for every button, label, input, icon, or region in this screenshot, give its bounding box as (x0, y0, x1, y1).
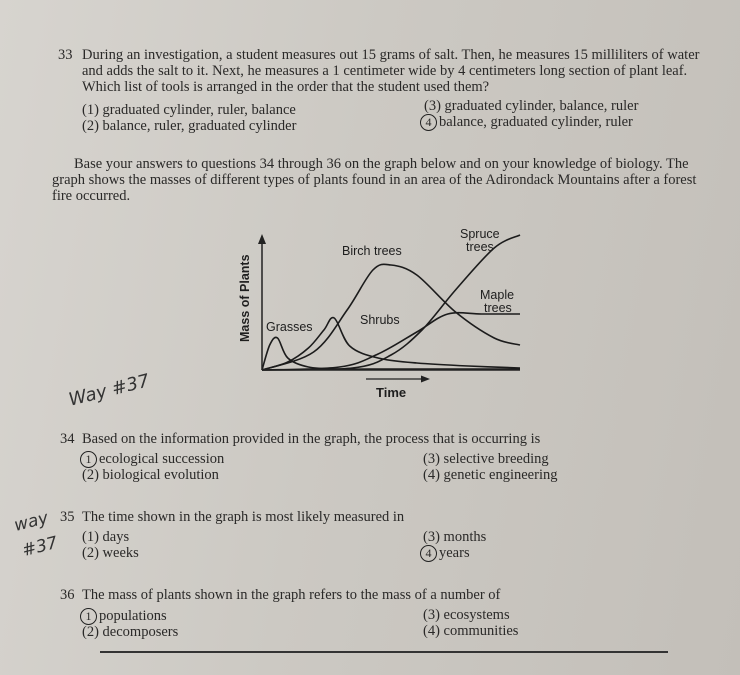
q33-option-3[interactable] (424, 98, 638, 115)
answer-circle-icon: 4 (420, 545, 437, 562)
series-label-shrubs: Shrubs (360, 313, 400, 327)
q33-option-4-text: balance, graduated cylinder, ruler (439, 114, 633, 130)
q33-option-3-text: graduated cylinder, balance, ruler (444, 98, 639, 114)
series-label-maple-line2: trees (484, 301, 512, 315)
q34-option-3[interactable] (423, 451, 549, 468)
q34-option-4-num: (4) (423, 467, 440, 483)
q33-option-4[interactable] (420, 114, 633, 131)
q33-number: 33 (58, 47, 73, 63)
q35-option-3[interactable] (423, 529, 486, 546)
time-arrow-icon (421, 376, 430, 383)
handwritten-note-way-37: Way #37 (66, 370, 152, 411)
q35-option-2-text: weeks (102, 545, 139, 561)
q36-option-4-num: (4) (423, 623, 440, 639)
q36-text: The mass of plants shown in the graph refers to the mass of a number of (82, 587, 501, 603)
q34-option-2[interactable] (82, 467, 219, 484)
q33-option-2-num: (2) (82, 118, 99, 134)
series-label-birch: Birch trees (342, 244, 402, 258)
x-axis-label: Time (376, 385, 407, 400)
q35-option-4[interactable] (420, 545, 470, 562)
handwritten-note-37: #37 (20, 532, 60, 562)
q34-option-1[interactable] (80, 451, 224, 468)
q36-number: 36 (60, 587, 75, 603)
q35-number: 35 (60, 509, 75, 525)
q36-option-2-num: (2) (82, 624, 99, 640)
q36-option-2[interactable] (82, 624, 178, 641)
q33-option-1-num: (1) (82, 102, 99, 118)
q33-option-1-text: graduated cylinder, ruler, balance (102, 102, 296, 118)
series-label-maple-line1: Maple (480, 288, 515, 302)
q36-option-3-num: (3) (423, 607, 440, 623)
q35-option-1-num: (1) (82, 529, 99, 545)
bottom-rule (100, 651, 668, 653)
q33-option-2[interactable] (82, 118, 296, 135)
answer-circle-icon: 1 (80, 608, 97, 625)
q35-option-2-num: (2) (82, 545, 99, 561)
q36-option-2-text: decomposers (102, 624, 179, 640)
intro-line2: graph shows the masses of different types of plants found in an area of the Adirondack Mountains after a forest (52, 172, 697, 188)
q36-option-3[interactable] (423, 607, 510, 624)
q33-option-2-text: balance, ruler, graduated cylinder (102, 118, 297, 134)
q34-option-4[interactable] (423, 467, 557, 484)
q34-option-2-text: biological evolution (102, 467, 219, 483)
q33-option-3-num: (3) (424, 98, 441, 114)
intro-line3: fire occurred. (52, 188, 131, 204)
q35-option-1[interactable] (82, 529, 129, 546)
y-axis-label: Mass of Plants (238, 254, 252, 342)
intro-line1: Base your answers to questions 34 through 36 on the graph below and on your knowledge of biology. The (74, 156, 689, 172)
q36-option-4-text: communities (443, 623, 519, 639)
q34-option-3-text: selective breeding (443, 451, 549, 467)
q36-option-1[interactable] (80, 608, 167, 625)
series-label-spruce-line1: Spruce (460, 227, 500, 241)
q34-number: 34 (60, 431, 75, 447)
q36-option-1-text: populations (99, 608, 167, 624)
succession-graph (228, 220, 538, 405)
q34-option-1-text: ecological succession (99, 451, 225, 467)
series-label-spruce-line2: trees (466, 240, 494, 254)
y-axis-arrow-icon (258, 234, 266, 244)
answer-circle-icon: 4 (420, 114, 437, 131)
q35-option-4-text: years (439, 545, 470, 561)
q35-option-3-text: months (443, 529, 487, 545)
series-label-grasses: Grasses (266, 320, 313, 334)
q35-option-1-text: days (102, 529, 130, 545)
q33-line1: During an investigation, a student measures out 15 grams of salt. Then, he measures 15 milliliters of water (82, 47, 700, 63)
q34-text: Based on the information provided in the graph, the process that is occurring is (82, 431, 541, 447)
handwritten-note-way: way (12, 508, 51, 536)
q34-option-2-num: (2) (82, 467, 99, 483)
q33-option-1[interactable] (82, 102, 296, 119)
q36-option-3-text: ecosystems (443, 607, 510, 623)
q33-line3: Which list of tools is arranged in the order that the student used them? (82, 79, 490, 95)
q33-line2: and adds the salt to it. Next, he measures a 1 centimeter wide by 4 centimeters long section of plant leaf. (82, 63, 688, 79)
q35-option-2[interactable] (82, 545, 139, 562)
answer-circle-icon: 1 (80, 451, 97, 468)
q34-option-3-num: (3) (423, 451, 440, 467)
q36-option-4[interactable] (423, 623, 518, 640)
q35-text: The time shown in the graph is most likely measured in (82, 509, 405, 525)
q35-option-3-num: (3) (423, 529, 440, 545)
q34-option-4-text: genetic engineering (443, 467, 558, 483)
